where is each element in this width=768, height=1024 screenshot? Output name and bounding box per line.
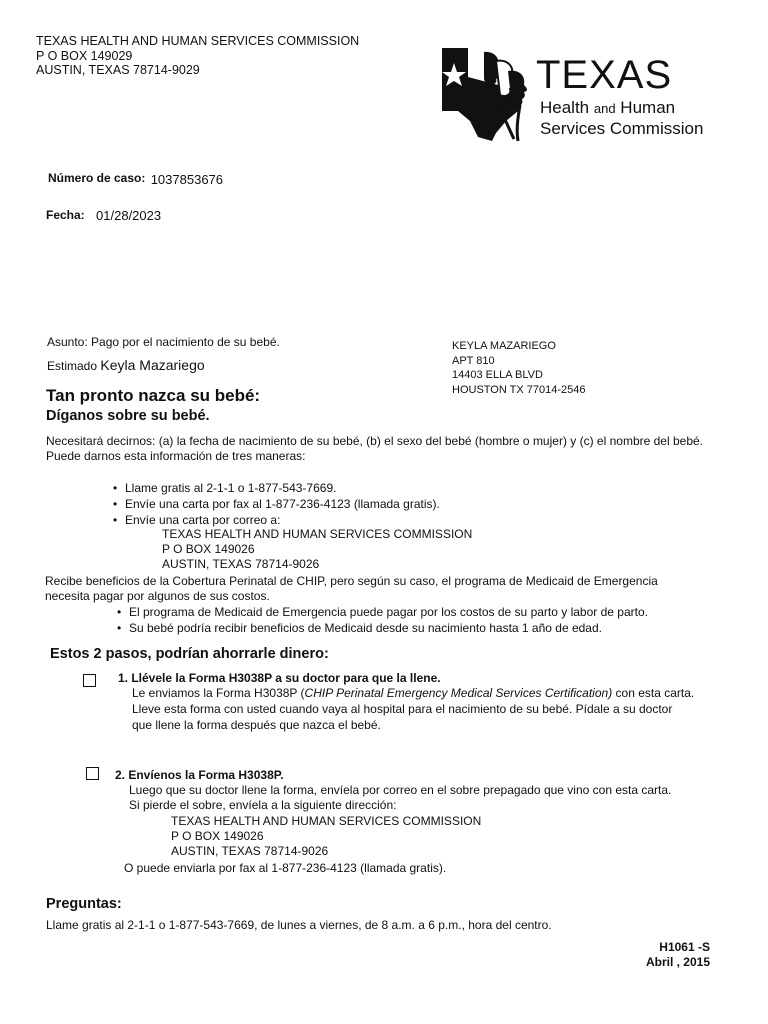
step-1-form-title: CHIP Perinatal Emergency Medical Services Certification)	[304, 686, 613, 700]
mail-address-line-3: AUSTIN, TEXAS 78714-9026	[162, 557, 320, 571]
logo-subtitle-health: Health	[540, 98, 594, 117]
sender-line-3: AUSTIN, TEXAS 78714-9029	[36, 63, 200, 77]
intro-line-2: Puede darnos esta información de tres maneras:	[46, 449, 306, 463]
step-1-line-2: Lleve esta forma con usted cuando vaya al hospital para el nacimiento de su bebé. Pídale a su doctor	[132, 702, 673, 716]
step-1-line-1	[132, 686, 694, 701]
list-item: • Llame gratis al 2-1-1 o 1-877-543-7669.	[113, 480, 440, 496]
list-item: • Su bebé podría recibir beneficios de Medicaid desde su nacimiento hasta 1 año de edad.	[117, 620, 648, 636]
questions-text: Llame gratis al 2-1-1 o 1-877-543-7669, de lunes a viernes, de 8 a.m. a 6 p.m., hora del centro.	[46, 918, 552, 932]
greeting-name: Keyla Mazariego	[100, 357, 205, 373]
case-number-label: Número de caso:	[48, 171, 146, 185]
questions-heading: Preguntas:	[46, 896, 122, 912]
step-1-line-1-post: con esta carta.	[612, 686, 695, 700]
logo-subtitle-and: and	[593, 101, 616, 116]
step-2-line-1: Luego que su doctor llene la forma, envíela por correo en el sobre prepagado que vino con esta carta.	[129, 783, 672, 797]
greeting-prefix: Estimado	[47, 359, 98, 373]
date-label: Fecha:	[46, 208, 85, 222]
chip-line-1: Recibe beneficios de la Cobertura Perinatal de CHIP, pero según su caso, el programa de Medicaid de Emergencia	[45, 574, 658, 588]
step-1-title: 1. Llévele la Forma H3038P a su doctor para que la llene.	[118, 671, 441, 685]
step-2-address	[171, 814, 481, 859]
step-2-fax: O puede enviarla por fax al 1-877-236-4123 (llamada gratis).	[124, 861, 447, 875]
sender-address	[36, 34, 359, 78]
mailing-address	[162, 527, 472, 572]
logo-subtitle-2: Services Commission	[540, 119, 704, 138]
step-2-line-2: Si pierde el sobre, envíela a la siguiente dirección:	[129, 798, 397, 812]
recipient-line-4: HOUSTON TX 77014-2546	[452, 383, 586, 396]
logo-subtitle-human: Human	[615, 98, 676, 117]
sender-line-2: P O BOX 149029	[36, 48, 133, 63]
recipient-line-3: 14403 ELLA BLVD	[452, 369, 543, 381]
hhsc-logo	[440, 47, 730, 143]
recipient-address	[452, 339, 586, 397]
logo-subtitle-1	[540, 98, 675, 119]
date-value: 01/28/2023	[96, 208, 162, 223]
sub-heading: Díganos sobre su bebé.	[46, 408, 210, 424]
form-code-date: Abril , 2015	[645, 955, 710, 969]
step-2-address-line-2: P O BOX 149026	[171, 829, 264, 843]
recipient-line-2: APT 810	[452, 354, 495, 367]
logo-wordmark: TEXAS	[536, 53, 673, 97]
greeting	[47, 358, 205, 374]
recipient-line-1: KEYLA MAZARIEGO	[452, 340, 556, 352]
form-code	[646, 940, 710, 970]
step-1-checkbox[interactable]	[83, 674, 96, 687]
case-number	[48, 170, 223, 186]
step-1-line-1-pre: Le enviamos la Forma H3038P (	[132, 686, 305, 700]
chip-benefits-list	[117, 604, 648, 636]
sender-line-1: TEXAS HEALTH AND HUMAN SERVICES COMMISSION	[36, 34, 360, 48]
list-item: • El programa de Medicaid de Emergencia puede pagar por los costos de su parto y labor de parto.	[117, 604, 648, 620]
main-heading: Tan pronto nazca su bebé:	[46, 386, 261, 405]
form-code-number: H1061 -S	[659, 940, 710, 954]
chip-line-2: necesita pagar por algunos de sus costos.	[45, 589, 270, 603]
step-1-line-3: que llene la forma después que nazca el bebé.	[132, 718, 381, 732]
step-2-address-line-1: TEXAS HEALTH AND HUMAN SERVICES COMMISSION	[171, 814, 482, 828]
subject-line: Asunto: Pago por el nacimiento de su bebé.	[47, 335, 280, 349]
mail-address-line-1: TEXAS HEALTH AND HUMAN SERVICES COMMISSION	[162, 527, 473, 541]
step-2-address-line-3: AUSTIN, TEXAS 78714-9026	[171, 844, 329, 858]
contact-methods-list	[113, 480, 440, 528]
texas-silhouette-icon	[440, 47, 536, 142]
steps-heading: Estos 2 pasos, podrían ahorrarle dinero:	[50, 646, 329, 662]
mail-address-line-2: P O BOX 149026	[162, 542, 255, 556]
list-item: • Envíe una carta por fax al 1-877-236-4123 (llamada gratis).	[113, 496, 440, 512]
list-item: • Envíe una carta por correo a:	[113, 512, 440, 528]
step-2-title: 2. Envíenos la Forma H3038P.	[115, 768, 284, 782]
step-2-checkbox[interactable]	[86, 767, 99, 780]
case-number-value: 1037853676	[150, 172, 224, 187]
intro-line-1: Necesitará decirnos: (a) la fecha de nacimiento de su bebé, (b) el sexo del bebé (hombre o mujer) y (c) el nombre del bebé.	[46, 434, 704, 448]
letter-date	[46, 207, 161, 223]
